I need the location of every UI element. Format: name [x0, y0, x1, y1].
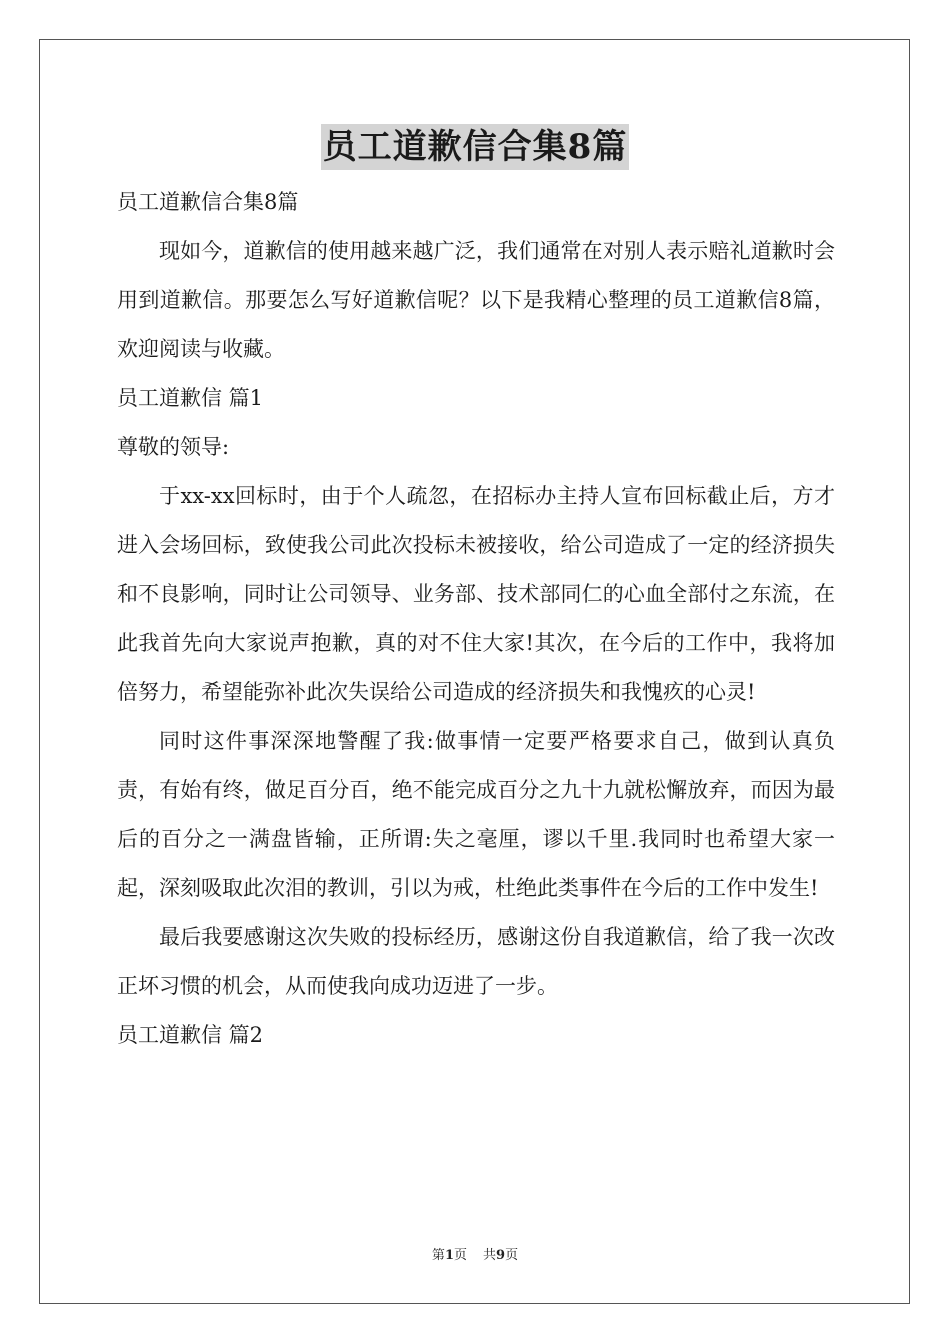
section-heading-1: 员工道歉信 篇1 — [117, 386, 264, 410]
page-suffix: 页 — [453, 1248, 467, 1263]
document-body — [117, 178, 835, 1060]
body-paragraph-2: 同时这件事深深地警醒了我:做事情一定要严格要求自己，做到认真负责，有始有终，做足百分百，绝不能完成百分之九十九就松懈放弃，而因为最后的百分之一满盘皆输，正所谓:失之毫厘，谬以千里.我同时也希望大家一起，深刻吸取此次泪的教训，引以为戒，杜绝此类事件在今后的工作中发生! — [117, 729, 835, 900]
document-title: 员工道歉信合集8篇 — [321, 124, 630, 170]
page-prefix: 第 — [431, 1248, 445, 1263]
body-paragraph-3: 最后我要感谢这次失败的投标经历，感谢这份自我道歉信，给了我一次改正坏习惯的机会，从而使我向成功迈进了一步。 — [117, 925, 835, 998]
page-footer — [0, 1246, 950, 1266]
body-paragraph-1: 于xx-xx回标时，由于个人疏忽，在招标办主持人宣布回标截止后，方才进入会场回标，致使我公司此次投标未被接收，给公司造成了一定的经济损失和不良影响，同时让公司领导、业务部、技术部同仁的心血全部付之东流，在此我首先向大家说声抱歉，真的对不住大家!其次，在今后的工作中，我将加倍努力，希望能弥补此次失误给公司造成的经济损失和我愧疚的心灵! — [117, 484, 835, 704]
page-current: 1 — [444, 1248, 454, 1263]
title-container — [0, 124, 950, 170]
intro-paragraph: 现如今，道歉信的使用越来越广泛，我们通常在对别人表示赔礼道歉时会用到道歉信。那要怎么写好道歉信呢？以下是我精心整理的员工道歉信8篇，欢迎阅读与收藏。 — [117, 239, 835, 361]
total-suffix: 页 — [505, 1248, 519, 1263]
section-heading-2: 员工道歉信 篇2 — [117, 1023, 264, 1047]
total-prefix: 共 — [483, 1248, 497, 1263]
salutation: 尊敬的领导: — [117, 435, 230, 459]
page-total: 9 — [496, 1248, 506, 1263]
document-subtitle: 员工道歉信合集8篇 — [117, 190, 299, 214]
